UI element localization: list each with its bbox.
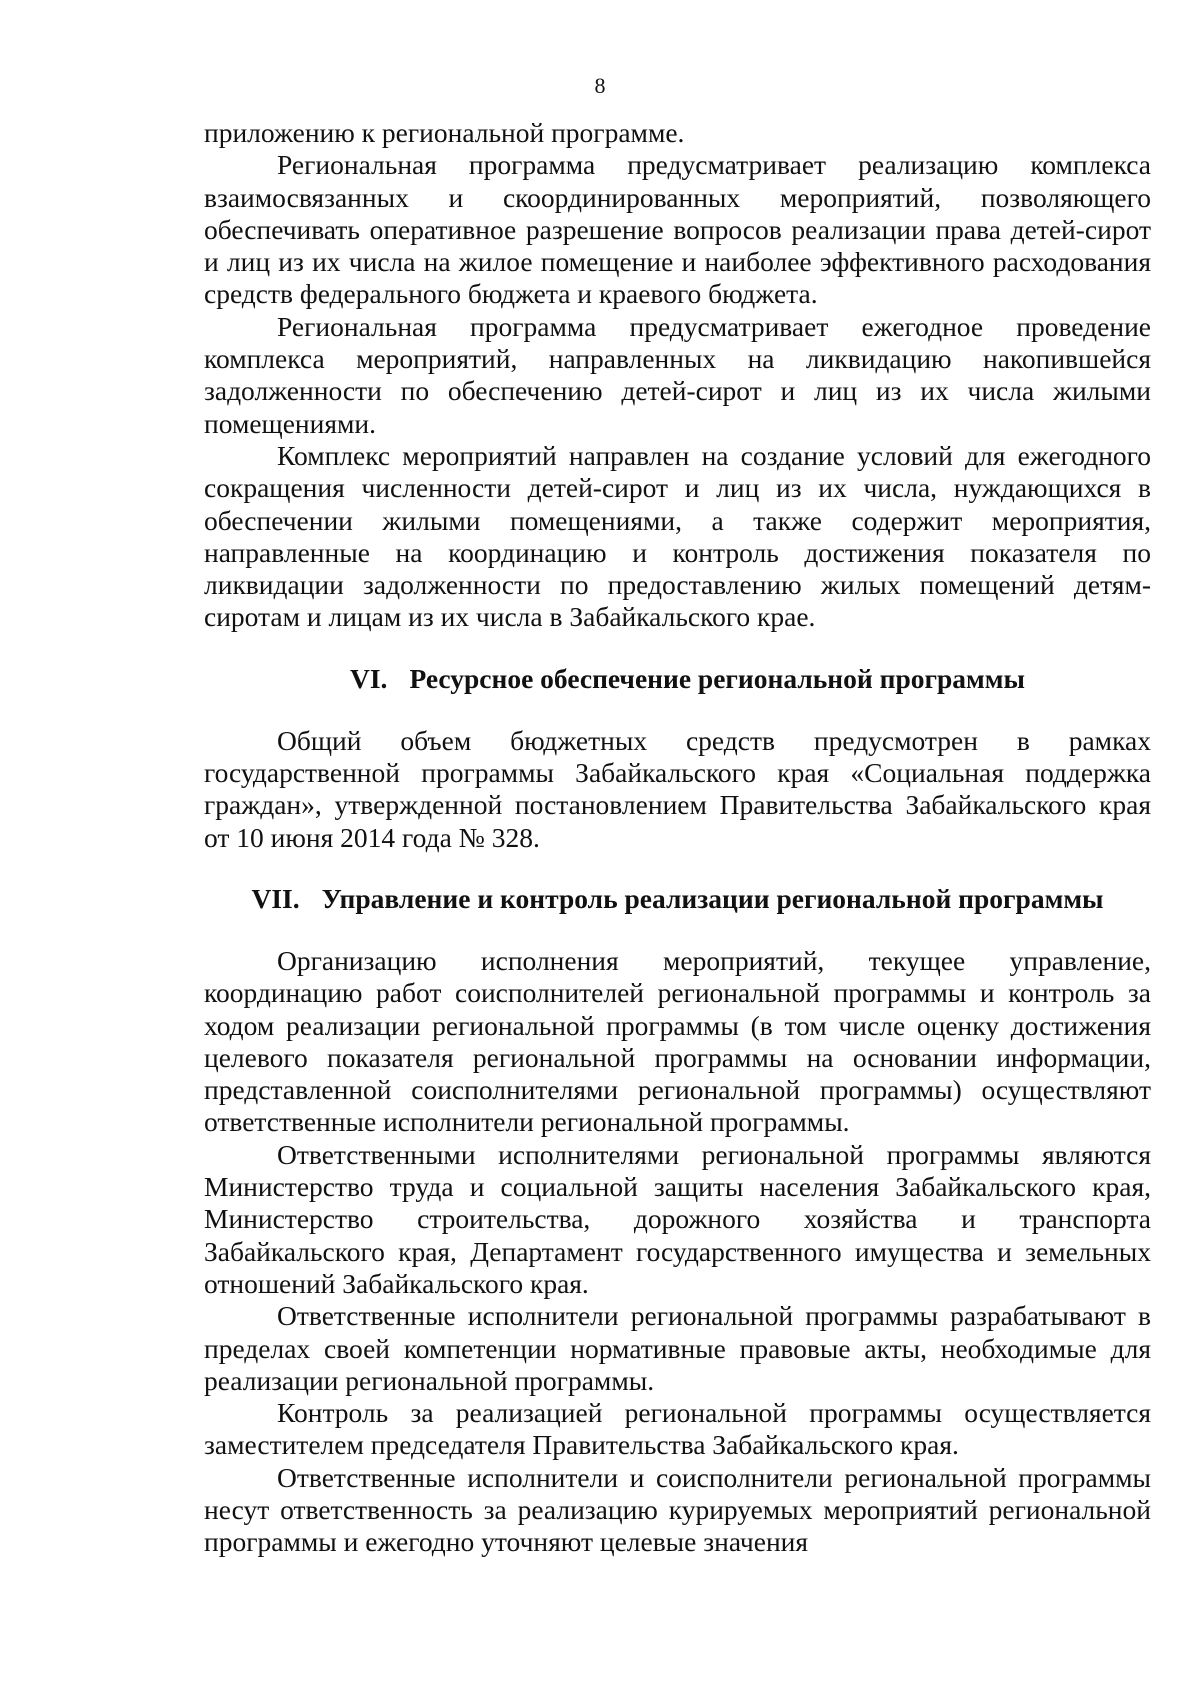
- paragraph: Контроль за реализацией региональной программы осуществляется заместителем председателя Правительства Забайкальского края.: [204, 1397, 1151, 1461]
- paragraph: Ответственные исполнители региональной программы разрабатывают в пределах своей компетенции нормативные правовые акты, необходимые для реализации региональной программы.: [204, 1300, 1151, 1396]
- section-6-number: VI.: [350, 662, 388, 694]
- paragraph: Организацию исполнения мероприятий, текущее управление, координацию работ соисполнителей региональной программы и контроль за ходом реализации региональной программы (в том числе оценку достижения целевого показателя региональной программы на основании информации, представленной соисполнителями региональной программы) осуществляют ответственные исполнители региональной программы.: [204, 944, 1151, 1138]
- paragraph: Региональная программа предусматривает ежегодное проведение комплекса мероприятий, направленных на ликвидацию накопившейся задолженности по обеспечению детей-сирот и лиц из их числа жилыми помещениями.: [204, 310, 1151, 439]
- section-6-title: Ресурсное обеспечение региональной программы: [409, 662, 1025, 694]
- paragraph: Комплекс мероприятий направлен на создание условий для ежегодного сокращения численности детей-сирот и лиц из их числа, нуждающихся в обеспечении жилыми помещениями, а также содержит мероприятия, направленные на координацию и контроль достижения показателя по ликвидации задолженности по предоставлению жилых помещений детям-сиротам и лицам из их числа в Забайкальского крае.: [204, 439, 1151, 633]
- paragraph: Общий объем бюджетных средств предусмотрен в рамках государственной программы Забайкальского края «Социальная поддержка граждан», утвержденной постановлением Правительства Забайкальского края от 10 июня 2014 года № 328.: [204, 724, 1151, 853]
- paragraph: Региональная программа предусматривает реализацию комплекса взаимосвязанных и скоординированных мероприятий, позволяющего обеспечивать оперативное разрешение вопросов реализации права детей-сирот и лиц из их числа на жилое помещение и наиболее эффективного расходования средств федерального бюджета и краевого бюджета.: [204, 149, 1151, 310]
- paragraph: Ответственные исполнители и соисполнители региональной программы несут ответственность за реализацию курируемых мероприятий региональной программы и ежегодно уточняют целевые значения: [204, 1461, 1151, 1558]
- page-number: 8: [594, 73, 606, 98]
- section-7-number: VII.: [251, 882, 300, 914]
- section-7-heading: [204, 883, 1151, 915]
- paragraph: приложению к региональной программе.: [204, 117, 685, 148]
- section-6-heading: [204, 663, 1151, 695]
- paragraph: Ответственными исполнителями региональной программы являются Министерство труда и социальной защиты населения Забайкальского края, Министерство строительства, дорожного хозяйства и транспорта Забайкальского края, Департамент государственного имущества и земельных отношений Забайкальского края.: [204, 1138, 1151, 1299]
- document-body: [204, 117, 1151, 1559]
- section-7-title: Управление и контроль реализации региональной программы: [321, 882, 1104, 914]
